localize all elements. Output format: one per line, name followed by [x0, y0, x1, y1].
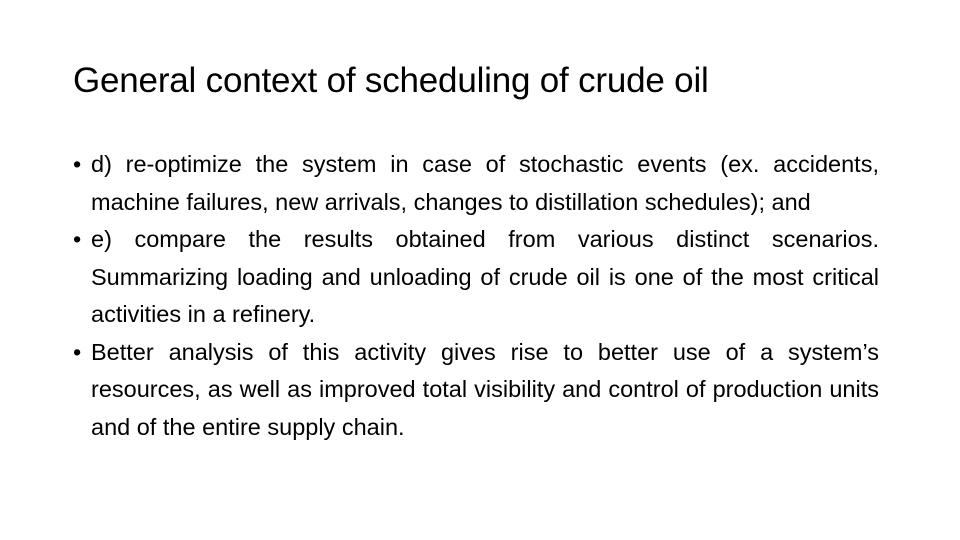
bullet-icon: •	[73, 338, 82, 365]
bullet-list	[73, 146, 879, 446]
bullet-icon: •	[73, 151, 82, 177]
bullet-text: d) re-optimize the system in case of stochastic events (ex. accidents, machine failures, new arrivals, changes to distillation schedules); and	[91, 151, 879, 215]
bullet-item	[73, 146, 879, 221]
slide-title: General context of scheduling of crude oil	[73, 61, 709, 100]
bullet-text: Better analysis of this activity gives rise to better use of a system’s resources, as well as improved total visibility and control of production units and of the entire supply chain.	[91, 338, 879, 440]
bullet-text: e) compare the results obtained from various distinct scenarios. Summarizing loading and unloading of crude oil is one of the most critical activities in a refinery.	[91, 226, 879, 327]
bullet-item	[73, 221, 879, 334]
bullet-item	[73, 334, 879, 447]
bullet-icon: •	[73, 226, 82, 252]
